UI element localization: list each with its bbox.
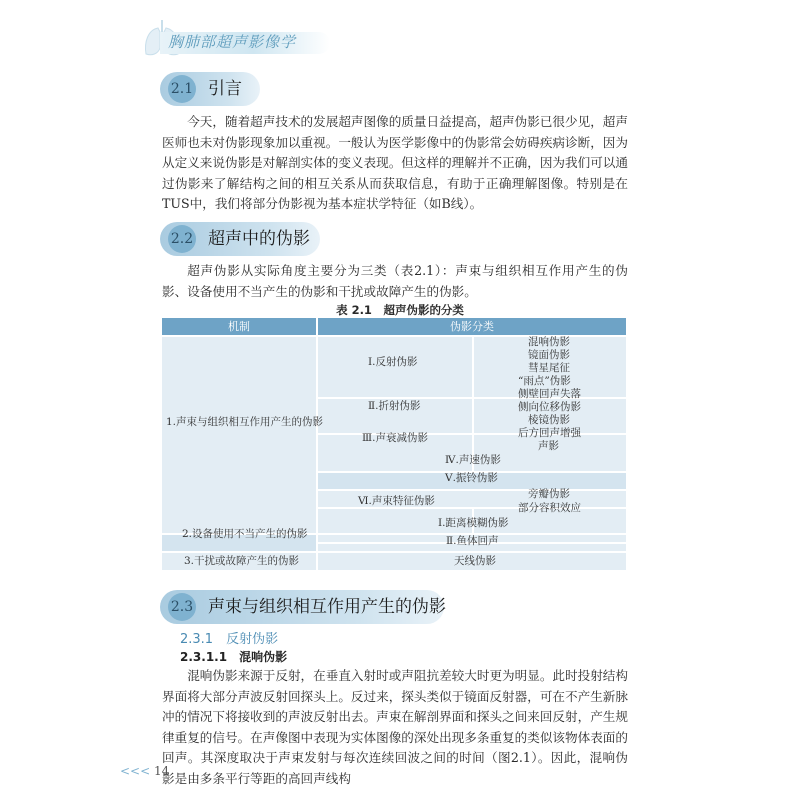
beam-item: 部分容积效应: [518, 502, 581, 514]
reflection-item: “雨点”伪影: [518, 375, 571, 387]
category-attenuation: Ⅲ.声衰减伪影: [362, 432, 428, 444]
page-number: 14: [154, 764, 170, 778]
table-header-category: 伪影分类: [318, 318, 626, 335]
category-reflection: Ⅰ.反射伪影: [368, 356, 418, 368]
footer-arrows: <<<: [120, 764, 151, 778]
subsection-title: 反射伪影: [226, 632, 279, 647]
section-heading-2-2: [160, 222, 390, 256]
section-title: 引言: [208, 79, 242, 99]
refraction-item: 侧向位移伪影: [518, 401, 581, 413]
subsubsection-heading-2-3-1-1: [180, 648, 287, 665]
section-title: 超声中的伪影: [208, 229, 310, 249]
subsection-heading-2-3-1: [180, 628, 278, 647]
subsection-number: 2.3.1: [180, 632, 214, 647]
mechanism-2: 2.设备使用不当产生的伪影: [182, 528, 308, 540]
reverberation-paragraph: 混响伪影来源于反射，在垂直入射时或声阻抗差较大时更为明显。此时投射结构界面将大部分声波反射回探头上。反过来，探头类似于镜面反射器，可在不产生新脉冲的情况下将接收到的声波反射出去。声束在解剖界面和探头之间来回反射，产生规律重复的信号。在声像图中表现为实体图像的深处出现多条重复的类似该物体表面的回声。其深度取决于声束发射与每次连续回波之间的时间（图2.1）。因此，混响伪影是由多条平行等距的高回声线构: [162, 668, 628, 786]
category-beam: Ⅵ.声束特征伪影: [358, 495, 435, 507]
refraction-item: 棱镜伪影: [528, 414, 570, 426]
subsubsection-title: 混响伪影: [239, 650, 288, 664]
section-heading-2-3: [160, 590, 460, 624]
intro-paragraph: 今天，随着超声技术的发展超声图像的质量日益提高，超声伪影已很少见，超声医师也未对伪影现象加以重视。一般认为医学影像中的伪影常会妨碍疾病诊断，因为从定义来说伪影是对解剖实体的变义表现。但这样的理解并不正确，因为我们可以通过伪影来了解结构之间的相互关系从而获取信息，有助于正确理解图像。特别是在TUS中，我们将部分伪影视为基本症状学特征（如B线）。: [162, 114, 628, 211]
artifact-intro-paragraph: 超声伪影从实际角度主要分为三类（表2.1）：声束与组织相互作用产生的伪影、设备使用不当产生的伪影和干扰或故障产生的伪影。: [162, 263, 628, 299]
section-number: 2.2: [170, 231, 194, 247]
section-heading-2-1: [160, 72, 390, 106]
mechanism-1: 1.声束与组织相互作用产生的伪影: [166, 416, 324, 428]
section-number: 2.3: [170, 599, 194, 615]
page-footer: [120, 764, 169, 778]
reflection-item: 镜面伪影: [528, 349, 570, 361]
reflection-item: 混响伪影: [528, 336, 570, 348]
mechanism-3: 3.干扰或故障产生的伪影: [184, 555, 300, 567]
category-ringing: Ⅴ.振铃伪影: [445, 472, 498, 484]
section-title: 声束与组织相互作用产生的伪影: [208, 597, 446, 617]
artifact-classification-table: [162, 318, 626, 570]
refraction-item: 侧壁回声失落: [518, 388, 581, 400]
beam-item: 旁瓣伪影: [528, 488, 570, 500]
table-caption: 表 2.1 超声伪影的分类: [336, 303, 464, 317]
attenuation-item: 声影: [538, 440, 559, 452]
table-header-mechanism: 机制: [162, 318, 316, 335]
category-refraction: Ⅱ.折射伪影: [368, 400, 421, 412]
reflection-item: 彗星尾征: [528, 362, 570, 374]
subsubsection-number: 2.3.1.1: [180, 650, 228, 664]
equipment-item: Ⅰ.距离模糊伪影: [438, 517, 509, 529]
equipment-item: Ⅱ.鱼体回声: [446, 535, 499, 547]
section-number: 2.1: [170, 81, 194, 97]
attenuation-item: 后方回声增强: [518, 427, 581, 439]
running-header-title: 胸肺部超声影像学: [168, 33, 297, 51]
category-speed: Ⅳ.声速伪影: [445, 454, 501, 466]
interference-item: 天线伪影: [454, 555, 496, 567]
